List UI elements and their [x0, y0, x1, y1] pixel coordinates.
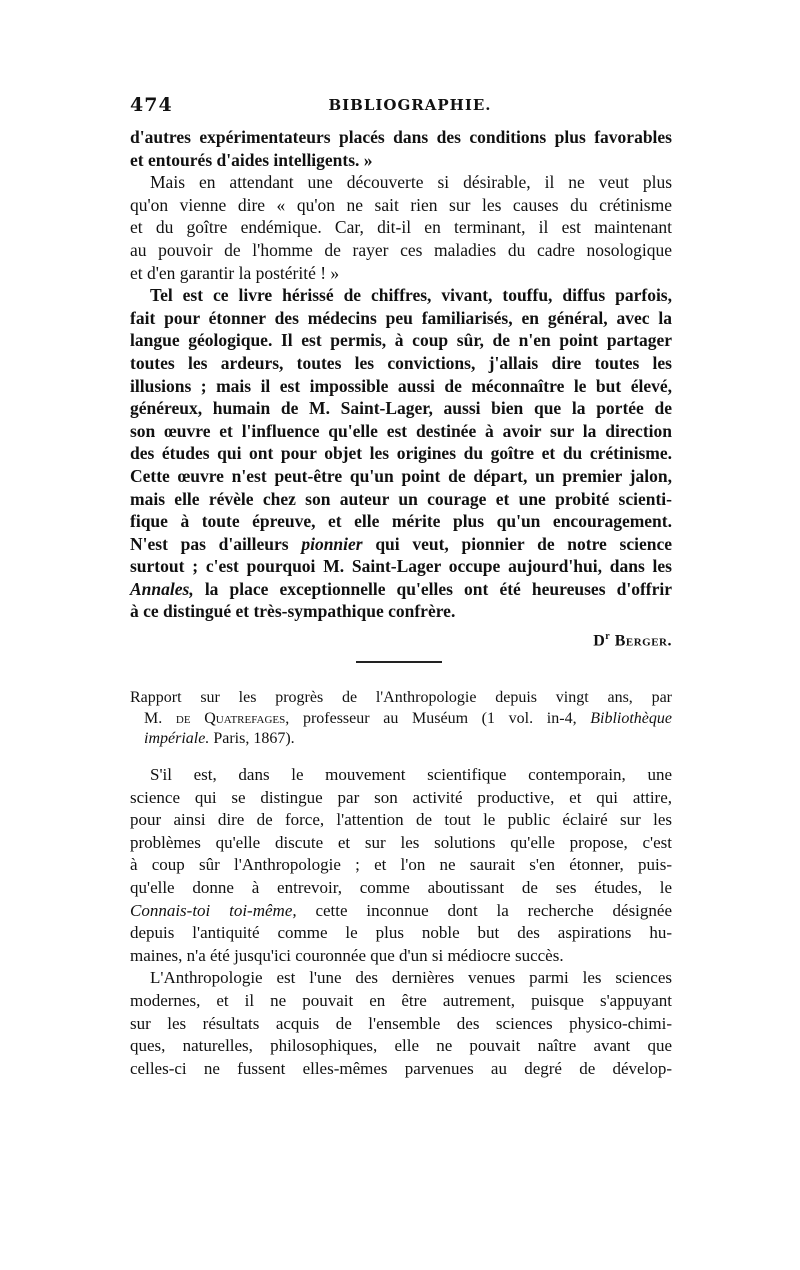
italic-run: Connais-toi toi-même, [130, 900, 297, 920]
text-line: qu'on vienne dire « qu'on ne sait rien sur les causes du crétinisme [130, 194, 672, 215]
signature-name: Berger. [614, 632, 672, 650]
author-signature [593, 631, 672, 650]
text-line: et du goître endémique. Car, dit-il en terminant, il est maintenant [130, 217, 672, 238]
text-line: d'autres expérimentateurs placés dans des conditions plus favorables [130, 127, 672, 147]
text-run: la place exceptionnelle qu'elles ont été heureuses d'offrir [204, 578, 673, 599]
text-line: L'Anthropologie est l'une des dernières venues parmi les sciences [150, 968, 672, 988]
text-line: Tel est ce livre hérissé de chiffres, vivant, touffu, diffus parfois, [150, 285, 672, 306]
text-line: modernes, et il ne pouvait en être autrement, puisque s'appuyant [130, 990, 672, 1010]
text-line [130, 900, 672, 923]
text-line: pour ainsi dire de force, l'attention de tout le public éclairé sur les [130, 810, 672, 830]
text-run: professeur au Muséum (1 vol. in-4, [302, 709, 577, 727]
signature-prefix: D [593, 632, 606, 650]
text-line: à ce distingué et très-sympathique confrère. [130, 601, 456, 622]
text-line: généreux, humain de M. Saint-Lager, aussi bien que la portée de [130, 398, 672, 419]
text-line: ques, naturelles, philosophiques, elle ne pouvait naître avant que [130, 1036, 672, 1056]
text-run: N'est pas d'ailleurs [130, 533, 289, 554]
text-line: toutes les ardeurs, toutes les convictions, j'allais dire toutes les [130, 352, 672, 373]
page-number: 474 [130, 94, 173, 116]
text-line: maines, n'a été jusqu'ici couronnée que d'un si médiocre succès. [130, 945, 564, 965]
reference-line [130, 729, 672, 750]
review-conclusion [130, 126, 672, 623]
text-line: illusions ; mais il est impossible aussi de méconnaître le but élevé, [130, 375, 672, 396]
text-line: problèmes qu'elle discute et sur les solutions qu'elle propose, c'est [130, 832, 672, 852]
text-line: des études qui ont pour objet les origines du goître et du crétinisme. [130, 443, 672, 464]
text-line: au pouvoir de l'homme de rayer ces maladies du cadre nosologique [130, 239, 672, 260]
reference-author: M. de Quatrefages, [144, 709, 290, 727]
text-line: depuis l'antiquité comme le plus noble but des aspirations hu- [130, 923, 672, 943]
italic-run: pionnier [301, 533, 363, 554]
text-run: qui veut, pionnier de notre science [375, 533, 672, 554]
text-line: et entourés d'aides intelligents. » [130, 149, 373, 170]
text-line [130, 578, 672, 601]
text-line: fique à toute épreuve, et elle mérite plus qu'un encouragement. [130, 511, 672, 532]
reference-line [130, 709, 672, 730]
text-line: qu'elle donne à entrevoir, comme aboutissant de ses études, le [130, 877, 672, 897]
text-line: S'il est, dans le mouvement scientifique contemporain, une [150, 765, 672, 784]
page-header [130, 94, 670, 120]
text-line: fait pour étonner des médecins peu familiarisés, en général, avec la [130, 307, 672, 328]
text-line: et d'en garantir la postérité ! » [130, 262, 340, 283]
text-line: celles-ci ne fussent elles-mêmes parvenues au degré de dévelop- [130, 1058, 672, 1078]
text-line: surtout ; c'est pourquoi M. Saint-Lager occupe aujourd'hui, dans les [130, 556, 672, 577]
text-run: cette inconnue dont la recherche désignée [315, 900, 672, 920]
reference-line: Rapport sur les progrès de l'Anthropologie depuis vingt ans, par [130, 689, 672, 706]
review-body [130, 764, 672, 1080]
italic-run: Annales, [130, 578, 194, 599]
italic-run: impériale. [144, 730, 210, 747]
text-line: sur les résultats acquis de l'ensemble des sciences physico-chimi- [130, 1013, 672, 1033]
text-line [130, 533, 672, 556]
text-line: langue géologique. Il est permis, à coup sûr, de n'en point partager [130, 330, 672, 351]
signature-sup: r [605, 631, 611, 642]
bibliographic-reference [130, 688, 672, 750]
running-title: BIBLIOGRAPHIE. [328, 96, 492, 114]
text-line: à coup sûr l'Anthropologie ; et l'on ne saurait s'en étonner, puis- [130, 855, 672, 875]
text-line: son œuvre et l'influence qu'elle est destinée à avoir sur la direction [130, 420, 672, 441]
text-line: Mais en attendant une découverte si désirable, il ne veut plus [150, 172, 672, 193]
text-run: Paris, 1867). [213, 730, 295, 747]
text-line: science qui se distingue par son activité productive, et qui attire, [130, 787, 672, 807]
italic-run: Bibliothèque [590, 709, 673, 727]
text-line: Cette œuvre n'est peut-être qu'un point de départ, un premier jalon, [130, 465, 672, 486]
text-line: mais elle révèle chez son auteur un courage et une probité scienti- [130, 488, 672, 509]
section-divider [356, 661, 442, 663]
